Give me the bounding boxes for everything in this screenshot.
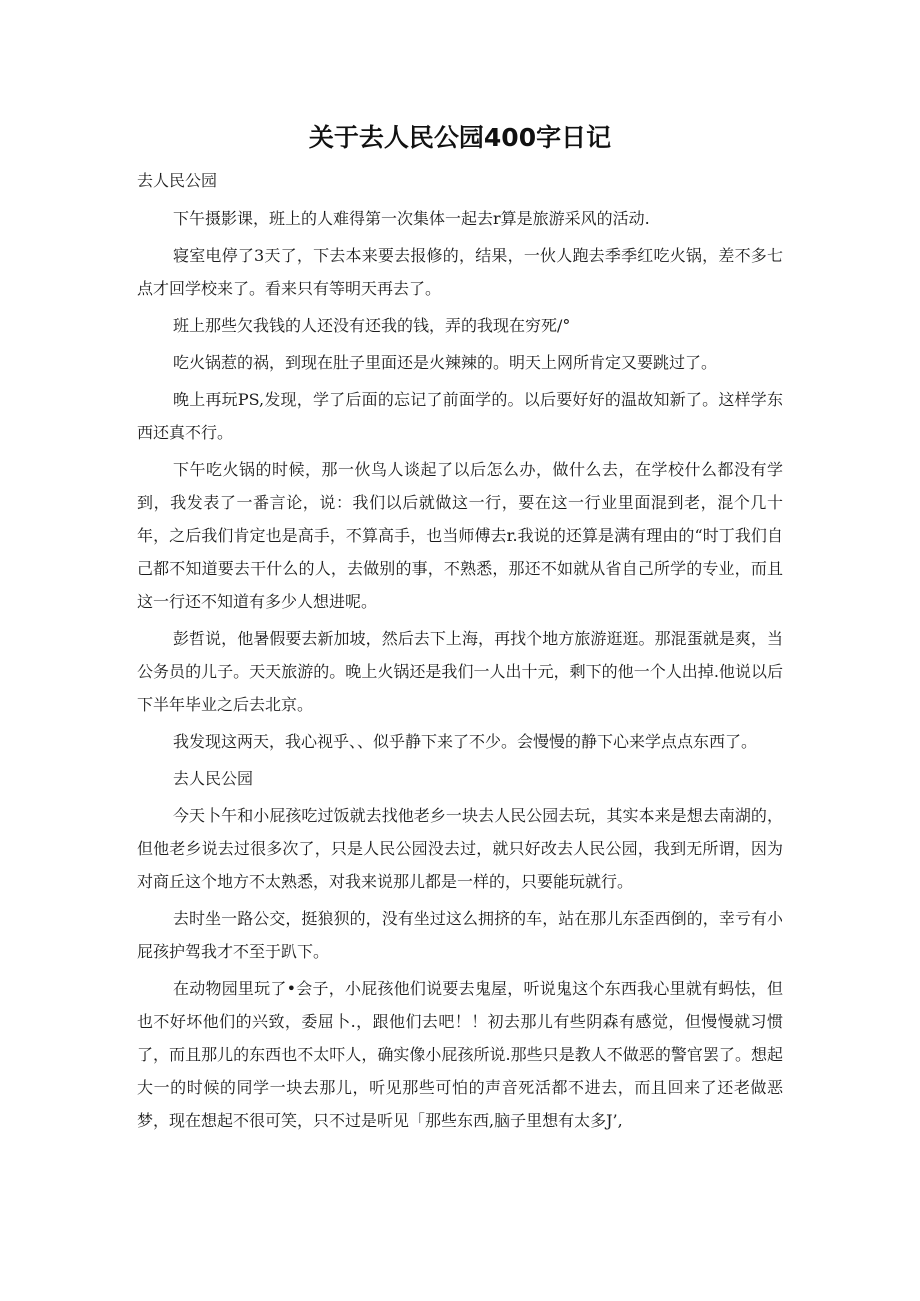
paragraph: 彭哲说，他暑假要去新加坡，然后去下上海，再找个地方旅游逛逛。那混蛋就是爽，当公务员的儿子。天天旅游的。晚上火锅还是我们一人出十元，剩下的他一个人出掉.他说以后下半年毕业之后去北京。 bbox=[137, 629, 783, 714]
paragraph: 下午吃火锅的时候，那一伙鸟人谈起了以后怎么办，做什么去，在学校什么都没有学到，我发表了一番言论，说：我们以后就做这一行，要在这一行业里面混到老，混个几十年，之后我们肯定也是高手，不算高手，也当师傅去r.我说的还算是满有理由的“时丁我们自己都不知道要去干什么的人，去做别的事，不熟悉，那还不如就从省自己所学的专业，而且这一行还不知道有多少人想进呢。 bbox=[137, 460, 783, 611]
section-heading: 去人民公园 bbox=[173, 769, 254, 788]
paragraph: 晚上再玩PS,发现，学了后面的忘记了前面学的。以后要好好的温故知新了。这样学东西还真不行。 bbox=[137, 390, 783, 442]
paragraph: 寝室电停了3天了，下去本来要去报修的，结果，一伙人跑去季季红吃火锅，差不多七点才回学校来了。看来只有等明天再去了。 bbox=[137, 246, 783, 298]
paragraph: 下午摄影课，班上的人难得第一次集体一起去r算是旅游采风的活动. bbox=[173, 209, 650, 228]
paragraph: 在动物园里玩了•会子，小屁孩他们说要去鬼屋，听说鬼这个东西我心里就有蚂怯，但也不好坏他们的兴致，委屈卜.，跟他们去吧！！初去那儿有些阴森有感觉，但慢慢就习惯了，而且那儿的东西也不太吓人，确实像小屁孩所说.那些只是教人不做恶的警官罢了。想起大一的时候的同学一块去那儿，听见那些可怕的声音死活都不进去，而且回来了还老做恶梦，现在想起不很可笑，只不过是听见「那些东西,脑子里想有太多J’, bbox=[137, 979, 783, 1130]
document-subtitle: 去人民公园 bbox=[137, 171, 218, 190]
document-body bbox=[137, 168, 783, 1141]
paragraph: 我发现这两天，我心视乎、、似乎静下来了不少。会慢慢的静下心来学点点东西了。 bbox=[173, 732, 758, 751]
paragraph: 今天卜午和小屁孩吃过饭就去找他老乡一块去人民公园去玩，其实本来是想去南湖的，但他老乡说去过很多次了，只是人民公园没去过，就只好改去人民公园，我到无所谓，因为对商丘这个地方不太熟悉，对我来说那儿都是一样的，只要能玩就行。 bbox=[137, 806, 783, 891]
paragraph: 班上那些欠我钱的人还没有还我的钱，弄的我现在穷死/° bbox=[173, 316, 571, 335]
paragraph: 吃火锅惹的祸，到现在肚子里面还是火辣辣的。明天上网所肯定又要跳过了。 bbox=[173, 353, 718, 372]
paragraph: 去时坐一路公交，挺狼狈的，没有坐过这么拥挤的车，站在那儿东歪西倒的，幸亏有小屁孩护驾我才不至于趴下。 bbox=[137, 909, 783, 961]
document-title: 关于去人民公园400字日记 bbox=[308, 123, 612, 152]
